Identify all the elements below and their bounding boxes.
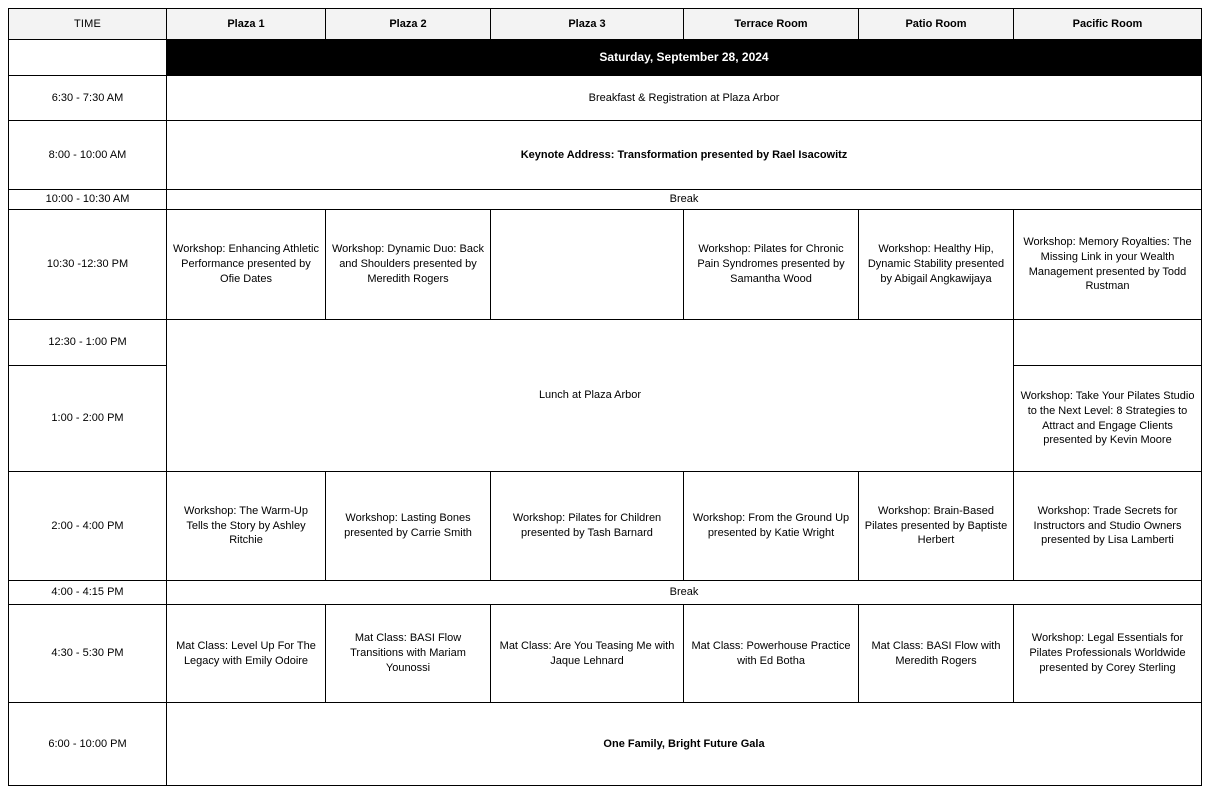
workshop-cell-pacific: Workshop: Legal Essentials for Pilates Professionals Worldwide presented by Corey Sterling xyxy=(1014,605,1202,703)
workshop-cell-pacific-empty xyxy=(1014,320,1202,366)
event-cell-break: Break xyxy=(167,581,1202,605)
breakfast-row xyxy=(9,76,1202,121)
workshop-cell-pacific: Workshop: Trade Secrets for Instructors and Studio Owners presented by Lisa Lamberti xyxy=(1014,472,1202,581)
workshop-cell-plaza1: Workshop: The Warm-Up Tells the Story by Ashley Ritchie xyxy=(167,472,326,581)
workshop-cell-terrace: Workshop: From the Ground Up presented by Katie Wright xyxy=(684,472,859,581)
event-cell-keynote: Keynote Address: Transformation presented by Rael Isacowitz xyxy=(167,121,1202,190)
break-row-afternoon xyxy=(9,581,1202,605)
workshop-cell-plaza3-empty xyxy=(491,210,684,320)
column-header-plaza2: Plaza 2 xyxy=(326,9,491,40)
header-row xyxy=(9,9,1202,40)
time-cell: 12:30 - 1:00 PM xyxy=(9,320,167,366)
mat-class-cell-terrace: Mat Class: Powerhouse Practice with Ed Botha xyxy=(684,605,859,703)
gala-row xyxy=(9,703,1202,786)
date-banner: Saturday, September 28, 2024 xyxy=(167,40,1202,76)
time-cell: 6:00 - 10:00 PM xyxy=(9,703,167,786)
event-cell-lunch: Lunch at Plaza Arbor xyxy=(167,320,1014,472)
workshop-cell-plaza3: Workshop: Pilates for Children presented by Tash Barnard xyxy=(491,472,684,581)
workshop-cell-pacific: Workshop: Memory Royalties: The Missing Link in your Wealth Management presented by Todd Rustman xyxy=(1014,210,1202,320)
mat-class-cell-plaza3: Mat Class: Are You Teasing Me with Jaque Lehnard xyxy=(491,605,684,703)
mat-classes-row xyxy=(9,605,1202,703)
column-header-terrace-room: Terrace Room xyxy=(684,9,859,40)
time-cell: 10:30 -12:30 PM xyxy=(9,210,167,320)
event-cell-breakfast: Breakfast & Registration at Plaza Arbor xyxy=(167,76,1202,121)
time-cell: 6:30 - 7:30 AM xyxy=(9,76,167,121)
time-cell: 8:00 - 10:00 AM xyxy=(9,121,167,190)
time-cell: 1:00 - 2:00 PM xyxy=(9,366,167,472)
event-cell-break: Break xyxy=(167,190,1202,210)
workshop-cell-patio: Workshop: Healthy Hip, Dynamic Stability presented by Abigail Angkawijaya xyxy=(859,210,1014,320)
workshop-cell-terrace: Workshop: Pilates for Chronic Pain Syndromes presented by Samantha Wood xyxy=(684,210,859,320)
column-header-patio-room: Patio Room xyxy=(859,9,1014,40)
workshop-cell-pacific: Workshop: Take Your Pilates Studio to the Next Level: 8 Strategies to Attract and Engage Clients presented by Kevin Moore xyxy=(1014,366,1202,472)
column-header-pacific-room: Pacific Room xyxy=(1014,9,1202,40)
event-cell-gala: One Family, Bright Future Gala xyxy=(167,703,1202,786)
workshop-cell-plaza2: Workshop: Dynamic Duo: Back and Shoulders presented by Meredith Rogers xyxy=(326,210,491,320)
time-cell: 4:00 - 4:15 PM xyxy=(9,581,167,605)
morning-workshops-row xyxy=(9,210,1202,320)
lunch-early-row xyxy=(9,320,1202,366)
afternoon-workshops-row xyxy=(9,472,1202,581)
date-banner-row xyxy=(9,40,1202,76)
mat-class-cell-plaza2: Mat Class: BASI Flow Transitions with Mariam Younossi xyxy=(326,605,491,703)
time-cell: 10:00 - 10:30 AM xyxy=(9,190,167,210)
column-header-time: TIME xyxy=(9,9,167,40)
keynote-row xyxy=(9,121,1202,190)
workshop-cell-plaza2: Workshop: Lasting Bones presented by Carrie Smith xyxy=(326,472,491,581)
time-cell: 2:00 - 4:00 PM xyxy=(9,472,167,581)
mat-class-cell-patio: Mat Class: BASI Flow with Meredith Rogers xyxy=(859,605,1014,703)
break-row-morning xyxy=(9,190,1202,210)
empty-time-cell xyxy=(9,40,167,76)
conference-schedule-table xyxy=(8,8,1202,786)
column-header-plaza3: Plaza 3 xyxy=(491,9,684,40)
time-cell: 4:30 - 5:30 PM xyxy=(9,605,167,703)
workshop-cell-plaza1: Workshop: Enhancing Athletic Performance presented by Ofie Dates xyxy=(167,210,326,320)
mat-class-cell-plaza1: Mat Class: Level Up For The Legacy with Emily Odoire xyxy=(167,605,326,703)
column-header-plaza1: Plaza 1 xyxy=(167,9,326,40)
workshop-cell-patio: Workshop: Brain-Based Pilates presented by Baptiste Herbert xyxy=(859,472,1014,581)
